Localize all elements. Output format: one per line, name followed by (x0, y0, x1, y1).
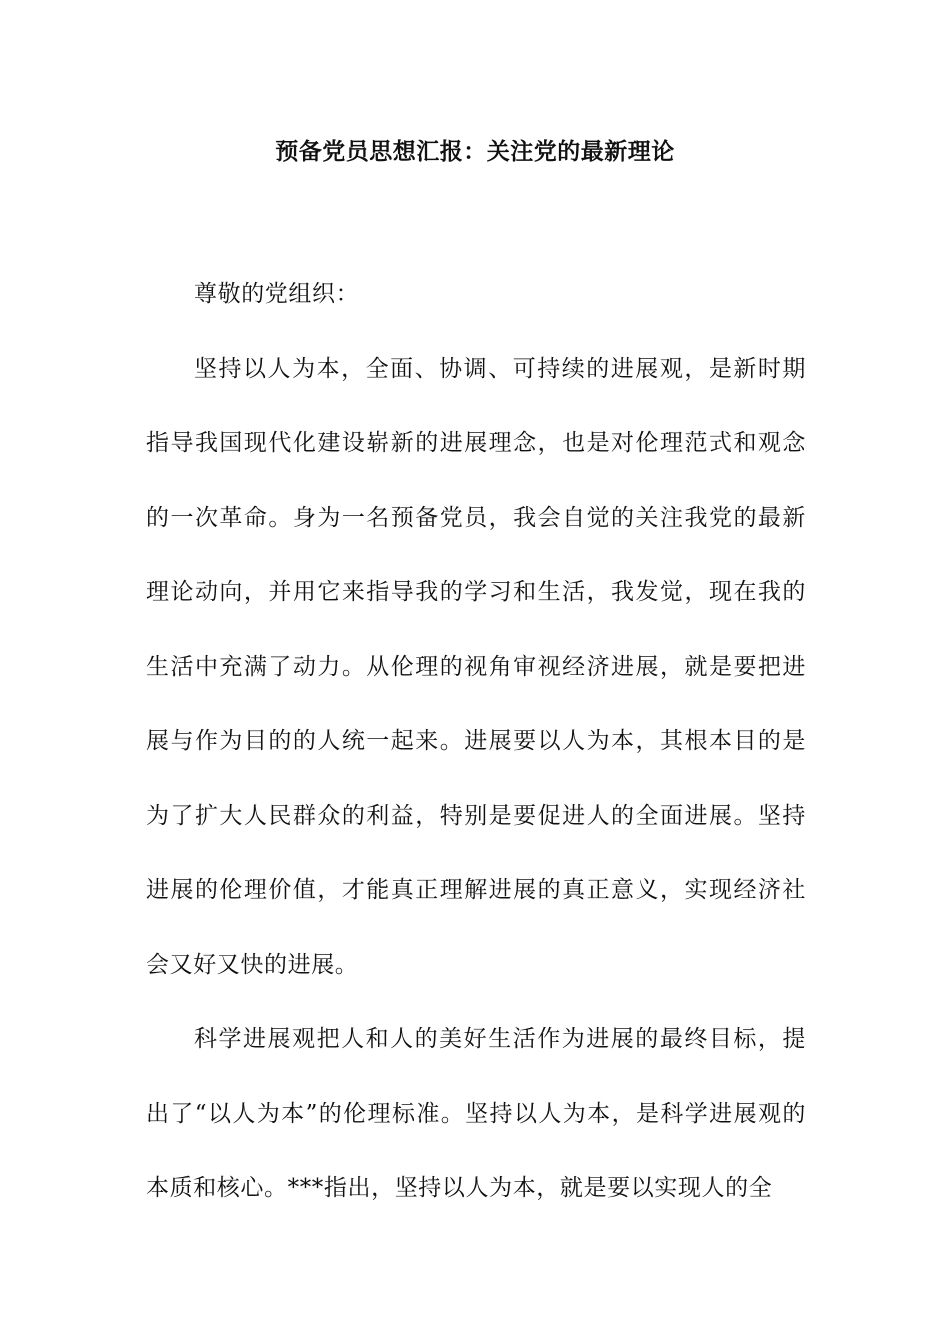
paragraph-1: 坚持以人为本，全面、协调、可持续的进展观，是新时期指导我国现代化建设崭新的进展理念，也是对伦理范式和观念的一次革命。身为一名预备党员，我会自觉的关注我党的最新理论动向，并用它来指导我的学习和生活，我发觉，现在我的生活中充满了动力。从伦理的视角审视经济进展，就是要把进展与作为目的的人统一起来。进展要以人为本，其根本目的是为了扩大人民群众的利益，特别是要促进人的全面进展。坚持进展的伦理价值，才能真正理解进展的真正意义，实现经济社会又好又快的进展。 (146, 355, 806, 978)
document-title: 预备党员思想汇报：关注党的最新理论 (275, 139, 675, 165)
document-body (146, 257, 806, 1226)
salutation: 尊敬的党组织： (194, 281, 360, 307)
paragraph-2: 科学进展观把人和人的美好生活作为进展的最终目标，提出了“以人为本”的伦理标准。坚持以人为本，是科学进展观的本质和核心。***指出，坚持以人为本，就是要以实现人的全 (146, 1026, 806, 1201)
